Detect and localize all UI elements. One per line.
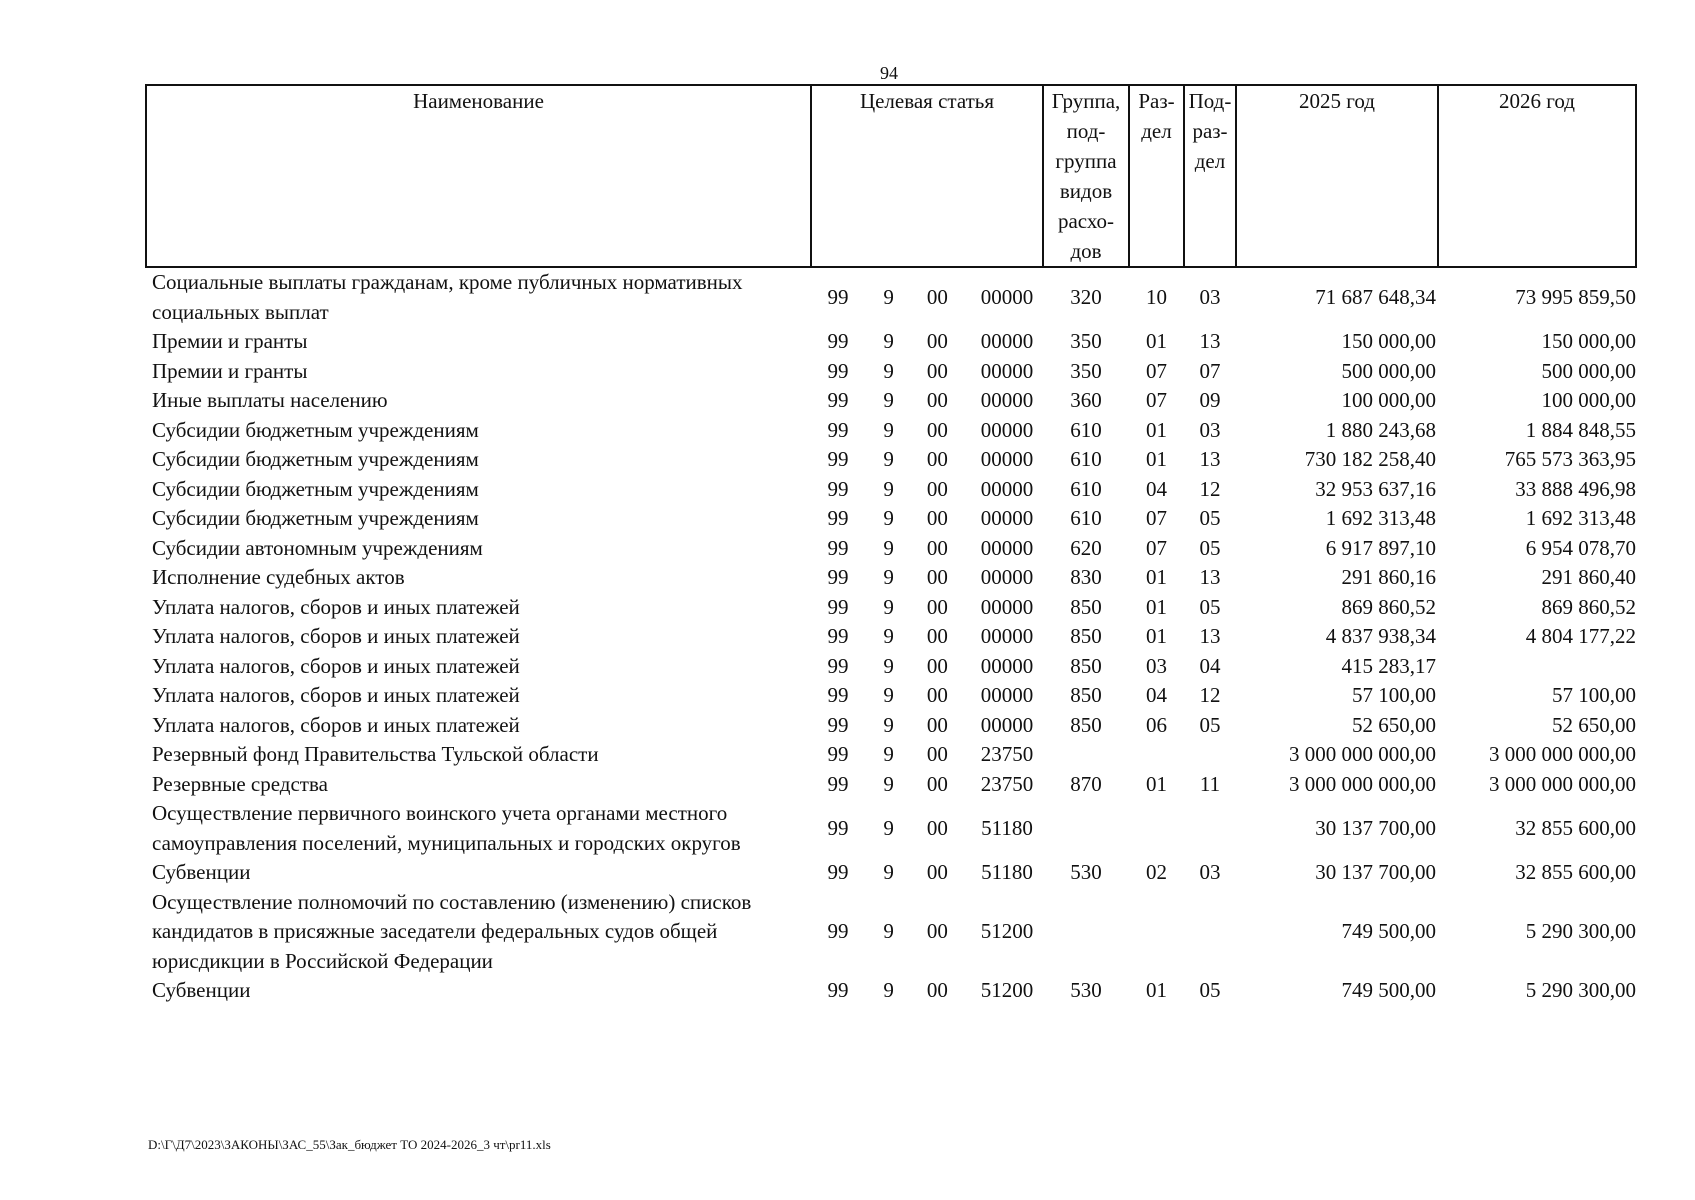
row-amount-2025: 730 182 258,40 [1304,447,1436,471]
row-amount-2026: 32 855 600,00 [1515,815,1636,840]
row-expense-group: 850 [1070,712,1102,737]
target-article-part-2: 9 [883,329,894,353]
table-row [146,799,1636,858]
row-target-article [811,593,1043,623]
row-section: 07 [1146,535,1167,560]
row-amount-2026: 5 290 300,00 [1525,919,1636,943]
table-row [146,652,1636,682]
target-article-part-2: 9 [883,417,894,442]
header-year-2026: 2026 год [1438,85,1636,267]
target-article-part-4: 00000 [980,284,1034,309]
target-article-part-3: 00 [926,771,948,796]
target-article-part-4: 00000 [980,594,1034,619]
table-row [146,327,1636,357]
row-section: 02 [1146,860,1167,884]
row-target-article [811,976,1043,1006]
target-article-part-4: 00000 [980,535,1034,560]
row-amount-2026: 3 000 000 000,00 [1489,771,1636,796]
row-amount-2026: 73 995 859,50 [1515,284,1636,309]
target-article-part-1: 99 [827,624,849,648]
target-article-part-3: 00 [926,329,948,353]
row-amount-2025: 291 860,16 [1341,565,1436,589]
row-amount-2025: 1 880 243,68 [1325,417,1436,442]
target-article-part-3: 00 [926,712,948,737]
row-subsection: 03 [1199,417,1221,442]
row-section: 03 [1146,653,1167,678]
table-row [146,416,1636,446]
row-amount-2026: 3 000 000 000,00 [1489,742,1636,766]
row-subsection [1184,799,1236,858]
row-expense-group [1043,888,1129,977]
target-article-part-1: 99 [827,594,849,619]
table-row [146,711,1636,741]
row-amount-2026: 100 000,00 [1541,388,1636,412]
target-article-part-3: 00 [926,565,948,589]
row-section: 07 [1146,358,1167,383]
target-article-part-3: 00 [926,506,948,530]
row-name: Иные выплаты населению [152,388,388,412]
target-article-part-1: 99 [827,284,849,309]
row-target-article [811,888,1043,977]
row-amount-2025: 4 837 938,34 [1325,624,1436,648]
row-amount-2026: 869 860,52 [1541,594,1636,619]
row-name: Премии и гранты [152,329,308,353]
target-article-part-3: 00 [926,742,948,766]
row-expense-group: 610 [1070,476,1102,501]
row-subsection: 13 [1199,447,1221,471]
row-amount-2025: 749 500,00 [1341,919,1436,943]
row-name: Субсидии бюджетным учреждениям [152,476,479,501]
row-section: 01 [1146,417,1167,442]
row-name: Субсидии бюджетным учреждениям [152,447,479,471]
target-article-part-4: 00000 [980,683,1034,707]
row-target-article [811,534,1043,564]
row-amount-2026: 57 100,00 [1552,683,1636,707]
target-article-part-3: 00 [926,358,948,383]
target-article-part-4: 00000 [980,565,1034,589]
row-name: Субвенции [152,860,251,884]
target-article-part-1: 99 [827,860,849,884]
target-article-part-3: 00 [926,860,948,884]
target-article-part-1: 99 [827,506,849,530]
row-section [1129,799,1184,858]
target-article-part-1: 99 [827,653,849,678]
row-name: Резервный фонд Правительства Тульской области [152,742,599,766]
row-subsection: 03 [1199,860,1221,884]
target-article-part-1: 99 [827,712,849,737]
row-expense-group: 530 [1070,860,1102,884]
target-article-part-2: 9 [883,565,894,589]
row-amount-2025: 71 687 648,34 [1315,284,1436,309]
row-target-article [811,711,1043,741]
target-article-part-2: 9 [883,594,894,619]
row-subsection: 12 [1199,476,1221,501]
target-article-part-2: 9 [883,771,894,796]
target-article-part-4: 00000 [980,624,1034,648]
target-article-part-1: 99 [827,535,849,560]
row-section: 01 [1146,329,1167,353]
target-article-part-2: 9 [883,712,894,737]
target-article-part-3: 00 [926,683,948,707]
row-section: 01 [1146,447,1167,471]
row-subsection: 13 [1199,624,1221,648]
target-article-part-4: 00000 [980,447,1034,471]
row-target-article [811,504,1043,534]
row-name: Субвенции [152,978,251,1002]
target-article-part-3: 00 [926,594,948,619]
row-amount-2025: 749 500,00 [1341,978,1436,1002]
target-article-part-2: 9 [883,506,894,530]
table-row [146,593,1636,623]
target-article-part-4: 00000 [980,476,1034,501]
target-article-part-3: 00 [926,447,948,471]
target-article-part-3: 00 [926,388,948,412]
table-row [146,622,1636,652]
table-row [146,976,1636,1006]
row-target-article [811,445,1043,475]
row-amount-2026 [1438,652,1636,682]
row-amount-2026: 52 650,00 [1552,712,1636,737]
row-expense-group: 850 [1070,683,1102,707]
target-article-part-1: 99 [827,329,849,353]
row-subsection: 05 [1199,506,1221,530]
row-subsection: 12 [1199,683,1221,707]
row-target-article [811,267,1043,327]
budget-table [145,84,1637,1006]
row-subsection: 05 [1199,594,1221,619]
row-section [1129,888,1184,977]
row-section: 07 [1146,388,1167,412]
row-expense-group: 360 [1070,388,1102,412]
target-article-part-1: 99 [827,388,849,412]
header-section: Раз- дел [1129,85,1184,267]
row-amount-2026: 33 888 496,98 [1515,476,1636,501]
target-article-part-1: 99 [827,565,849,589]
target-article-part-1: 99 [827,683,849,707]
target-article-part-1: 99 [827,771,849,796]
target-article-part-4: 00000 [980,417,1034,442]
row-name: Субсидии автономным учреждениям [152,535,483,560]
row-amount-2025: 57 100,00 [1352,683,1436,707]
row-target-article [811,681,1043,711]
row-amount-2025: 32 953 637,16 [1315,476,1436,501]
row-section: 04 [1146,476,1167,501]
row-subsection: 04 [1199,653,1221,678]
target-article-part-2: 9 [883,358,894,383]
row-expense-group [1043,799,1129,858]
row-section: 01 [1146,978,1167,1002]
row-amount-2025: 1 692 313,48 [1325,506,1436,530]
row-expense-group: 610 [1070,506,1102,530]
page-number: 94 [880,63,898,83]
target-article-part-2: 9 [883,919,894,943]
target-article-part-1: 99 [827,358,849,383]
row-name: Резервные средства [152,771,328,796]
target-article-part-2: 9 [883,388,894,412]
row-section: 01 [1146,565,1167,589]
row-expense-group: 530 [1070,978,1102,1002]
row-expense-group: 320 [1070,284,1102,309]
row-amount-2025: 869 860,52 [1341,594,1436,619]
row-section: 01 [1146,771,1167,796]
target-article-part-1: 99 [827,978,849,1002]
target-article-part-2: 9 [883,535,894,560]
row-amount-2026: 765 573 363,95 [1504,447,1636,471]
row-name: Осуществление первичного воинского учета органами местного самоуправления поселений, муниципальных и городских округов [152,801,741,855]
row-target-article [811,386,1043,416]
target-article-part-1: 99 [827,447,849,471]
row-expense-group: 850 [1070,624,1102,648]
row-name: Премии и гранты [152,358,308,383]
target-article-part-4: 00000 [980,653,1034,678]
table-row [146,534,1636,564]
target-article-part-1: 99 [827,919,849,943]
row-name: Субсидии бюджетным учреждениям [152,417,479,442]
row-target-article [811,799,1043,858]
header-name: Наименование [146,85,811,267]
row-target-article [811,652,1043,682]
target-article-part-2: 9 [883,860,894,884]
row-subsection: 05 [1199,712,1221,737]
row-expense-group: 850 [1070,653,1102,678]
table-row [146,357,1636,387]
row-target-article [811,416,1043,446]
target-article-part-3: 00 [926,417,948,442]
target-article-part-3: 00 [926,535,948,560]
row-amount-2025: 30 137 700,00 [1315,860,1436,884]
target-article-part-3: 00 [926,919,948,943]
table-row [146,740,1636,770]
row-expense-group [1043,740,1129,770]
row-name: Уплата налогов, сборов и иных платежей [152,594,520,619]
target-article-part-4: 51200 [980,919,1034,943]
row-target-article [811,770,1043,800]
table-row [146,475,1636,505]
target-article-part-2: 9 [883,624,894,648]
row-amount-2025: 100 000,00 [1341,388,1436,412]
row-section: 01 [1146,624,1167,648]
row-subsection: 09 [1199,388,1221,412]
row-expense-group: 850 [1070,594,1102,619]
table-row [146,386,1636,416]
row-section: 10 [1146,284,1167,309]
row-section: 06 [1146,712,1167,737]
row-name: Осуществление полномочий по составлению (изменению) списков кандидатов в присяжные заседатели федеральных судов общей юрисдикции в Российской Федерации [152,889,752,973]
target-article-part-3: 00 [926,815,948,840]
row-amount-2026: 6 954 078,70 [1525,535,1636,560]
target-article-part-4: 00000 [980,388,1034,412]
row-amount-2026: 32 855 600,00 [1515,860,1636,884]
table-row [146,563,1636,593]
target-article-part-2: 9 [883,284,894,309]
target-article-part-3: 00 [926,653,948,678]
row-amount-2026: 1 692 313,48 [1525,506,1636,530]
row-target-article [811,327,1043,357]
header-expense-group: Группа, под- группа видов расхо- дов [1043,85,1129,267]
row-name: Социальные выплаты гражданам, кроме публичных нормативных социальных выплат [152,270,743,324]
row-name: Уплата налогов, сборов и иных платежей [152,712,520,737]
target-article-part-4: 00000 [980,506,1034,530]
row-subsection [1184,888,1236,977]
table-row [146,267,1636,327]
table-row [146,770,1636,800]
header-year-2025: 2025 год [1236,85,1438,267]
table-row [146,445,1636,475]
row-section: 07 [1146,506,1167,530]
row-amount-2026: 291 860,40 [1541,565,1636,589]
row-expense-group: 620 [1070,535,1102,560]
row-section: 01 [1146,594,1167,619]
row-target-article [811,475,1043,505]
row-amount-2026: 1 884 848,55 [1525,417,1636,442]
row-amount-2025: 3 000 000 000,00 [1289,742,1436,766]
row-subsection: 03 [1199,284,1221,309]
row-expense-group: 350 [1070,329,1102,353]
target-article-part-2: 9 [883,447,894,471]
row-amount-2025: 150 000,00 [1341,329,1436,353]
target-article-part-3: 00 [926,624,948,648]
file-path-footer: D:\Г\Д7\2023\ЗАКОНЫ\ЗАС_55\Зак_бюджет ТО 2024-2026_3 чт\pr11.xls [148,1137,551,1152]
row-section [1129,740,1184,770]
target-article-part-3: 00 [926,284,948,309]
row-target-article [811,563,1043,593]
table-row [146,888,1636,977]
table-row [146,858,1636,888]
table-header-row [146,85,1636,267]
row-subsection: 13 [1199,565,1221,589]
row-expense-group: 350 [1070,358,1102,383]
target-article-part-1: 99 [827,417,849,442]
row-name: Уплата налогов, сборов и иных платежей [152,624,520,648]
row-subsection: 07 [1199,358,1221,383]
row-section: 04 [1146,683,1167,707]
row-target-article [811,622,1043,652]
target-article-part-1: 99 [827,815,849,840]
target-article-part-2: 9 [883,653,894,678]
row-name: Уплата налогов, сборов и иных платежей [152,683,520,707]
target-article-part-2: 9 [883,978,894,1002]
row-subsection: 05 [1199,535,1221,560]
row-amount-2025: 500 000,00 [1341,358,1436,383]
target-article-part-4: 51200 [980,978,1034,1002]
row-subsection: 11 [1199,771,1221,796]
target-article-part-1: 99 [827,476,849,501]
target-article-part-4: 23750 [980,742,1034,766]
target-article-part-3: 00 [926,476,948,501]
target-article-part-3: 00 [926,978,948,1002]
row-subsection: 05 [1199,978,1221,1002]
row-amount-2026: 5 290 300,00 [1525,978,1636,1002]
row-name: Субсидии бюджетным учреждениям [152,506,479,530]
target-article-part-2: 9 [883,742,894,766]
target-article-part-4: 00000 [980,329,1034,353]
target-article-part-4: 00000 [980,358,1034,383]
row-expense-group: 610 [1070,417,1102,442]
row-amount-2025: 3 000 000 000,00 [1289,771,1436,796]
row-amount-2025: 30 137 700,00 [1315,815,1436,840]
target-article-part-4: 51180 [981,860,1033,884]
row-subsection: 13 [1199,329,1221,353]
header-subsection: Под- раз- дел [1184,85,1236,267]
row-name: Уплата налогов, сборов и иных платежей [152,653,520,678]
row-name: Исполнение судебных актов [152,565,405,589]
row-expense-group: 610 [1070,447,1102,471]
target-article-part-4: 23750 [980,771,1034,796]
header-target-article: Целевая статья [811,85,1043,267]
target-article-part-4: 51180 [981,815,1033,840]
row-amount-2025: 415 283,17 [1341,653,1436,678]
row-target-article [811,357,1043,387]
row-expense-group: 870 [1070,771,1102,796]
row-amount-2026: 4 804 177,22 [1525,624,1636,648]
target-article-part-2: 9 [883,683,894,707]
row-amount-2025: 6 917 897,10 [1325,535,1436,560]
table-row [146,681,1636,711]
row-target-article [811,740,1043,770]
row-expense-group: 830 [1070,565,1102,589]
target-article-part-2: 9 [883,815,894,840]
target-article-part-4: 00000 [980,712,1034,737]
row-target-article [811,858,1043,888]
row-amount-2026: 500 000,00 [1541,358,1636,383]
target-article-part-2: 9 [883,476,894,501]
table-row [146,504,1636,534]
row-subsection [1184,740,1236,770]
row-amount-2025: 52 650,00 [1352,712,1436,737]
target-article-part-1: 99 [827,742,849,766]
row-amount-2026: 150 000,00 [1541,329,1636,353]
